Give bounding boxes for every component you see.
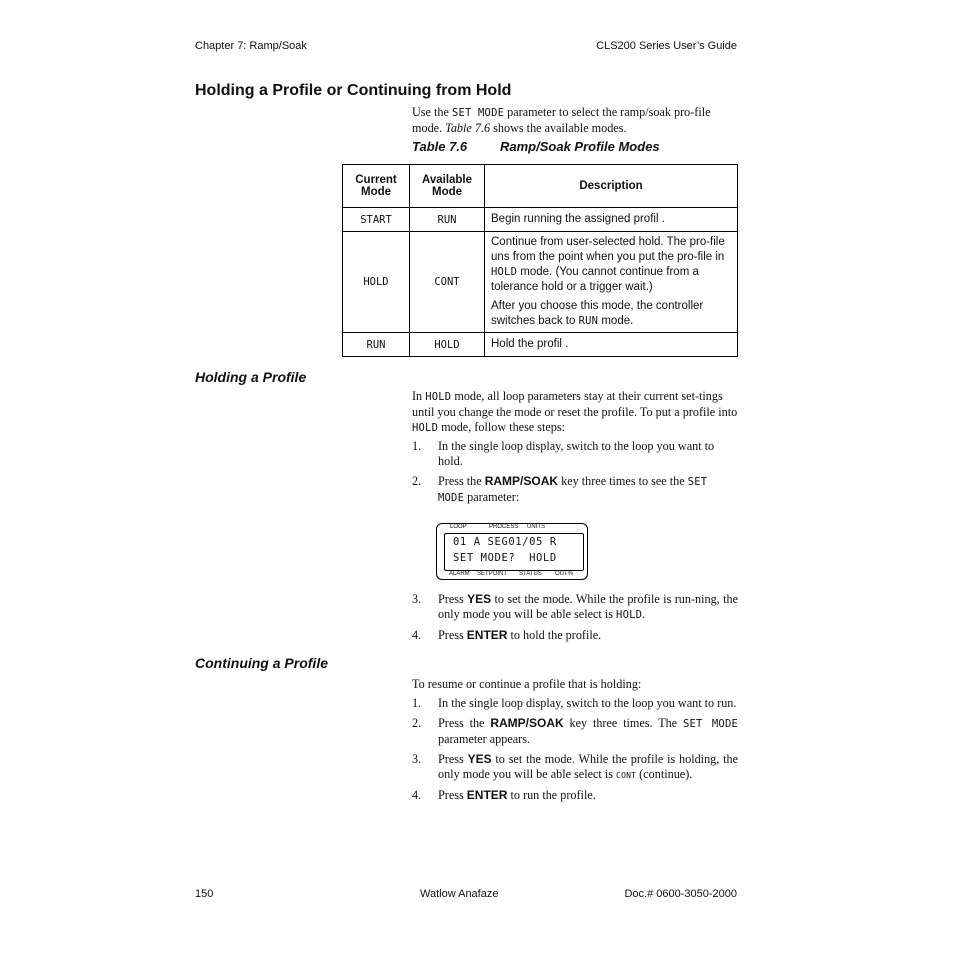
cell-description: Continue from user-selected hold. The pro-file uns from the point when you put the pro-file in HOLD mode. (You cannot continue from a tolerance hold or a trigger wait.) After you choose this mode, the controller switches back to RUN mode. (485, 232, 738, 333)
lcd-line-2: SET MODE? HOLD (453, 552, 557, 564)
table-number: Table 7.6 (412, 139, 468, 154)
lcd-line-1: 01 A SEG01/05 R (453, 536, 557, 548)
list-item: 2. Press the RAMP/SOAK key three times. The SET MODE parameter appears. (412, 716, 738, 746)
intro-paragraph: Use the SET MODE parameter to select the ramp/soak pro-file mode. Table 7.6 shows the available modes. (412, 105, 711, 135)
running-header-chapter: Chapter 7: Ramp/Soak (195, 40, 307, 52)
cell-available-mode: CONT (410, 232, 485, 333)
cell-available-mode: RUN (410, 208, 485, 232)
header-description: Description (485, 165, 738, 208)
cell-current-mode: HOLD (343, 232, 410, 333)
cell-description: Begin running the assigned profil . (485, 208, 738, 232)
section-title: Holding a Profile or Continuing from Hold (195, 82, 512, 99)
list-item: 3. Press YES to set the mode. While the profile is holding, the only mode you will be able select is CONT (continue). (412, 752, 739, 781)
cell-current-mode: START (343, 208, 410, 232)
table-caption (412, 139, 660, 154)
list-item: 1. In the single loop display, switch to the loop you want to run. (412, 696, 737, 710)
footer-company: Watlow Anafaze (420, 888, 499, 900)
subheading-holding-profile: Holding a Profile (195, 369, 307, 385)
cell-current-mode: RUN (343, 333, 410, 357)
holding-intro-paragraph: In HOLD mode, all loop parameters stay at their current set-tings until you change the mode or reset the profile. To put a profile into HOLD mode, follow these steps: (412, 389, 738, 434)
table-row (343, 232, 738, 333)
cell-available-mode: HOLD (410, 333, 485, 357)
running-header-guide: CLS200 Series User’s Guide (596, 40, 737, 52)
holding-steps-list-continued (412, 592, 738, 648)
table-title: Ramp/Soak Profile Modes (500, 139, 660, 154)
header-available-mode: Available Mode (410, 165, 485, 208)
continuing-intro-paragraph: To resume or continue a profile that is holding: (412, 677, 642, 691)
holding-steps-list (412, 439, 738, 511)
cell-description: Hold the profil . (485, 333, 738, 357)
footer-page-number: 150 (195, 888, 214, 900)
table-row (343, 208, 738, 232)
modes-table (342, 164, 738, 357)
list-item: 3. Press YES to set the mode. While the profile is run-ning, the only mode you will be able select is HOLD. (412, 592, 738, 621)
list-item: 2. Press the RAMP/SOAK key three times to see the SET MODE parameter: (412, 474, 708, 504)
lcd-display-illustration: LOOP PROCESS UNITS 01 A SEG01/05 R SET MODE? HOLD ALARM SETPOINT STATUS OUT% (436, 523, 588, 580)
subheading-continuing-profile: Continuing a Profile (195, 655, 328, 671)
header-current-mode: Current Mode (343, 165, 410, 208)
list-item: 4. Press ENTER to hold the profile. (412, 628, 602, 642)
table-row (343, 333, 738, 357)
list-item: 4. Press ENTER to run the profile. (412, 788, 596, 802)
table-header-row (343, 165, 738, 208)
lcd-screen (444, 533, 584, 571)
list-item: 1. In the single loop display, switch to the loop you want to hold. (412, 439, 715, 468)
footer-doc-number: Doc.# 0600-3050-2000 (624, 888, 737, 900)
continuing-steps-list (412, 696, 738, 808)
